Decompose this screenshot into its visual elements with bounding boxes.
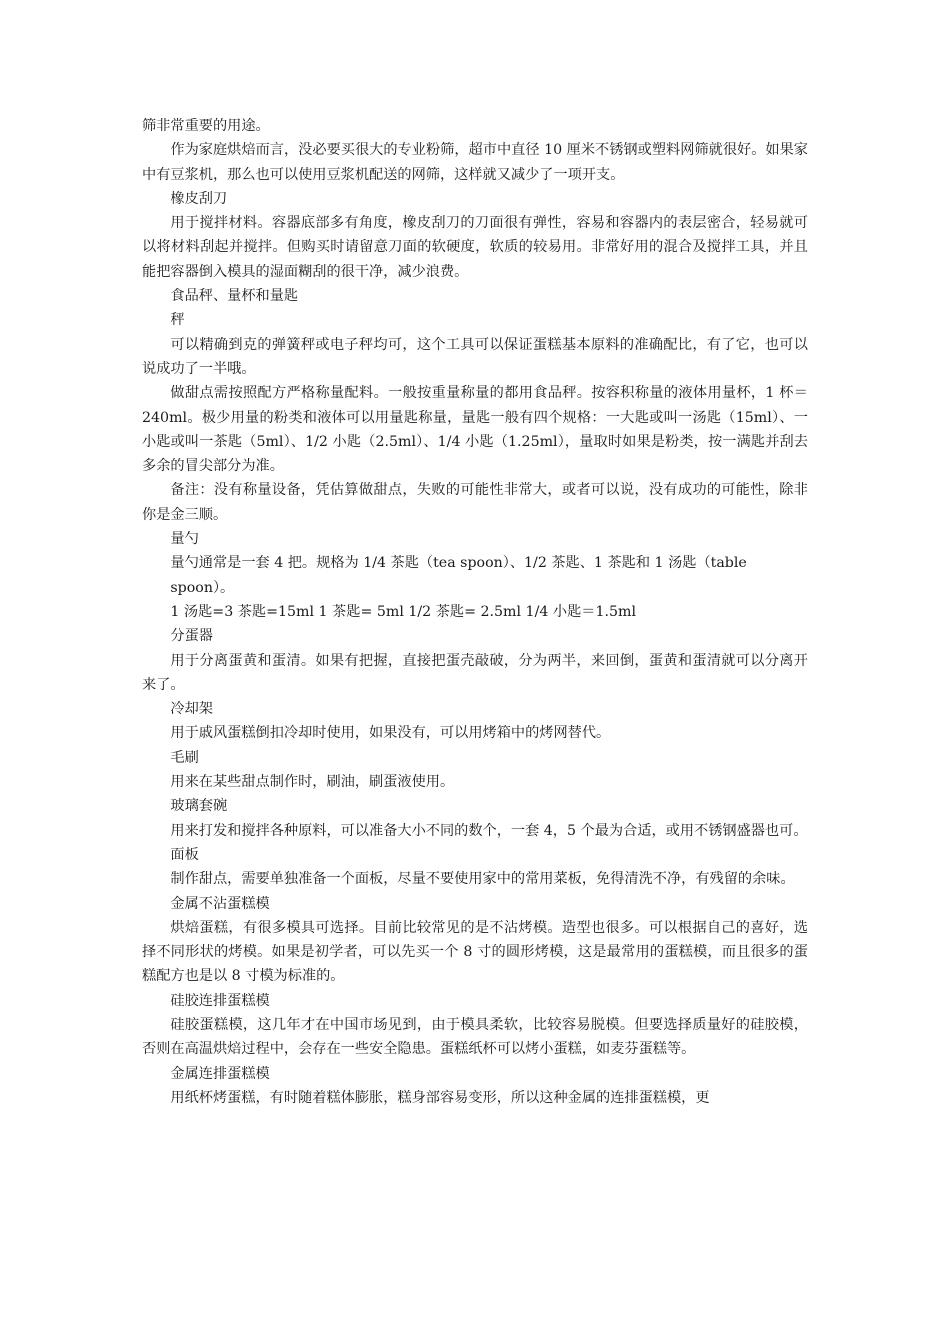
paragraph-rubber-spatula: 用于搅拌材料。容器底部多有角度，橡皮刮刀的刀面很有弹性，容易和容器内的表层密合，轻易就可以将材料刮起并搅拌。但购买时请留意刀面的软硬度，软质的较易用。非常好用的混合及搅拌工具，并且能把容器倒入模具的湿面糊刮的很干净，减少浪费。 [142,215,808,280]
heading-rubber-spatula: 橡皮刮刀 [170,190,228,207]
document-body [142,114,808,1110]
heading-scale: 秤 [170,312,185,329]
paragraph-sieve: 作为家庭烘焙而言，没必要买很大的专业粉筛，超市中直径 10 厘米不锈钢或塑料网筛就很好。如果家中有豆浆机，那么也可以使用豆浆机配送的网筛，这样就又减少了一项开支。 [142,142,808,183]
paragraph-nonstick-mold: 烘焙蛋糕，有很多模具可选择。目前比较常见的是不沾烤模。造型也很多。可以根据自己的喜好，选择不同形状的烤模。如果是初学者，可以先买一个 8 寸的圆形烤模，这是最常用的蛋糕模，而且很多的蛋糕配方也是以 8 寸模为标准的。 [142,919,808,985]
heading-nonstick-mold: 金属不沾蛋糕模 [170,895,270,912]
paragraph-measuring: 做甜点需按照配方严格称量配料。一般按重量称量的都用食品秤。按容积称量的液体用量杯，1 杯＝240ml。极少用量的粉类和液体可以用量匙称量，量匙一般有四个规格：一大匙或叫一汤匙（15ml）、一小匙或叫一茶匙（5ml）、1/2 小匙（2.5ml）、1/4 小匙（1.25ml），量取时如果是粉类，按一满匙并刮去多余的冒尖部分为准。 [142,385,808,475]
heading-glass-bowls: 玻璃套碗 [170,798,228,815]
paragraph-note: 备注：没有称量设备，凭估算做甜点，失败的可能性非常大，或者可以说，没有成功的可能性，除非你是金三顺。 [142,482,808,523]
paragraph-silicone-mold: 硅胶蛋糕模，这几年才在中国市场见到，由于模具柔软，比较容易脱模。但要选择质量好的硅胶模，否则在高温烘焙过程中，会存在一些安全隐患。蛋糕纸杯可以烤小蛋糕，如麦芬蛋糕等。 [142,1016,808,1058]
paragraph-glass-bowls: 用来打发和搅拌各种原料，可以准备大小不同的数个，一套 4，5 个最为合适，或用不锈钢盛器也可。 [170,822,808,839]
paragraph-spoon-conversion: 1 汤匙=3 茶匙=15ml 1 茶匙= 5ml 1/2 茶匙= 2.5ml 1/4 小匙＝1.5ml [170,603,637,620]
heading-scales-and-measures: 食品秤、量杯和量匙 [170,288,299,305]
heading-board: 面板 [170,846,199,863]
paragraph-intro-tail: 筛非常重要的用途。 [142,118,270,134]
heading-cooling-rack: 冷却架 [170,701,213,718]
paragraph-board: 制作甜点，需要单独准备一个面板，尽量不要使用家中的常用菜板，免得清洗不净，有残留的余味。 [170,871,795,888]
paragraph-brush: 用来在某些甜点制作时，刷油，刷蛋液使用。 [170,774,455,791]
paragraph-scale: 可以精确到克的弹簧秤或电子秤均可，这个工具可以保证蛋糕基本原料的准确配比，有了它，也可以说成功了一半哦。 [142,336,808,377]
paragraph-cooling-rack: 用于戚风蛋糕倒扣冷却时使用，如果没有，可以用烤箱中的烤网替代。 [170,725,611,742]
paragraph-metal-mold: 用纸杯烤蛋糕，有时随着糕体膨胀，糕身部容易变形，所以这种金属的连排蛋糕模，更 [170,1089,710,1106]
paragraph-egg-separator: 用于分离蛋黄和蛋清。如果有把握，直接把蛋壳敲破，分为两半，来回倒，蛋黄和蛋清就可以分离开来了。 [142,652,808,693]
heading-metal-mold: 金属连排蛋糕模 [170,1065,270,1082]
heading-measuring-spoons: 量勺 [170,531,199,548]
heading-silicone-mold: 硅胶连排蛋糕模 [170,992,270,1009]
paragraph-measuring-spoons: 量勺通常是一套 4 把。规格为 1/4 茶匙（tea spoon）、1/2 茶匙、1 茶匙和 1 汤匙（table spoon）。 [170,555,747,596]
heading-brush: 毛刷 [170,749,199,766]
heading-egg-separator: 分蛋器 [170,628,213,645]
